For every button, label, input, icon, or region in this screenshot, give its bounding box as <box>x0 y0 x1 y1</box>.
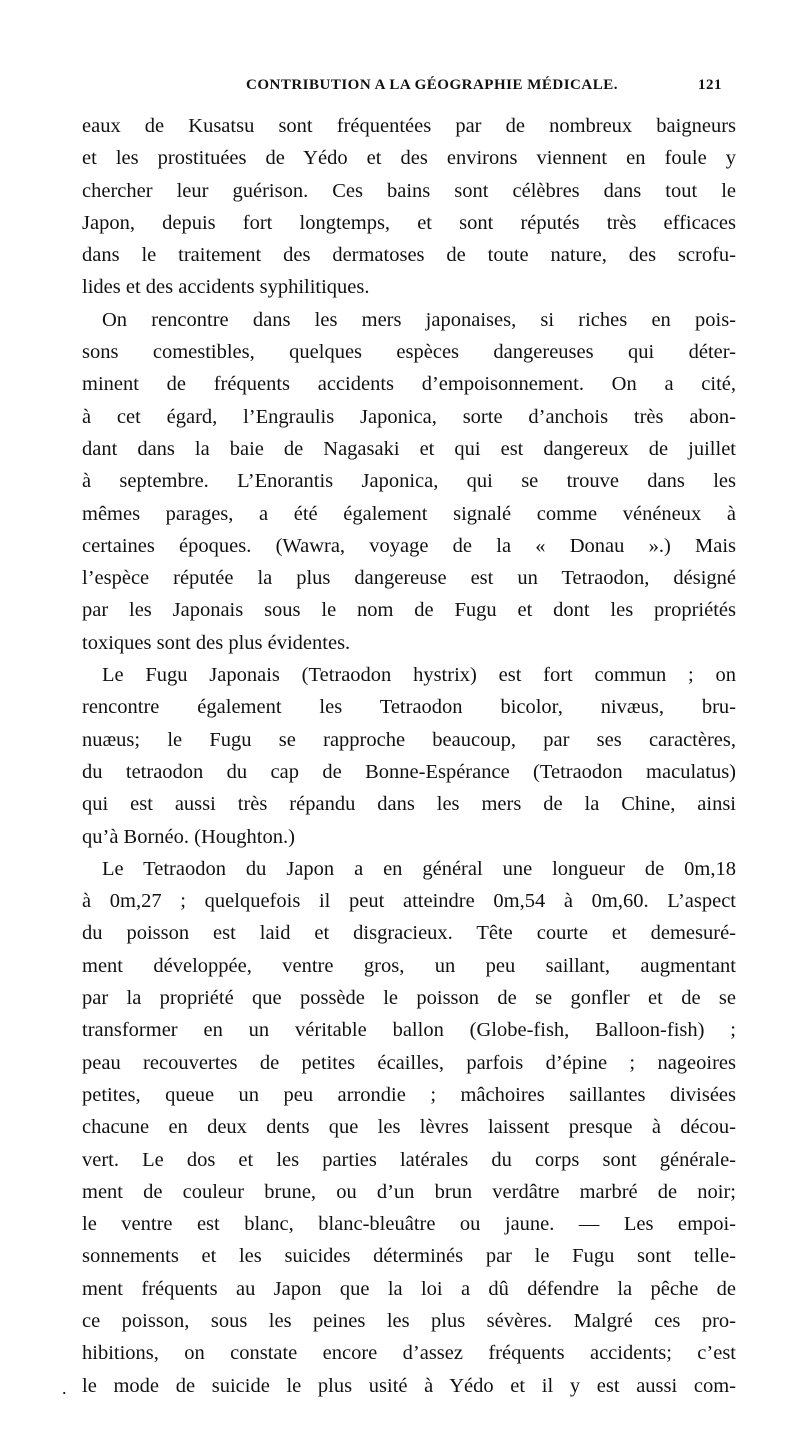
text-line: le ventre est blanc, blanc-bleuâtre ou jaune. — Les empoi- <box>82 1213 736 1236</box>
text-line: sons comestibles, quelques espèces dangereuses qui déter- <box>82 341 736 364</box>
text-line: transformer en un véritable ballon (Globe-fish, Balloon-fish) ; <box>82 1019 736 1042</box>
text-line: du poisson est laid et disgracieux. Tête courte et demesuré- <box>82 922 736 945</box>
page-number: 121 <box>698 76 722 93</box>
text-line: nuæus; le Fugu se rapproche beaucoup, par ses caractères, <box>82 728 736 751</box>
text-line: ce poisson, sous les peines les plus sévères. Malgré ces pro- <box>82 1309 736 1332</box>
text-line: par la propriété que possède le poisson de se gonfler et de se <box>82 987 736 1010</box>
text-line: qui est aussi très répandu dans les mers de la Chine, ainsi <box>82 793 736 816</box>
text-line: dans le traitement des dermatoses de toute nature, des scrofu- <box>82 244 736 267</box>
text-line: ment fréquents au Japon que la loi a dû défendre la pêche de <box>82 1277 736 1300</box>
text-line: ment développée, ventre gros, un peu saillant, augmentant <box>82 954 736 977</box>
text-line: rencontre également les Tetraodon bicolor, nivæus, bru- <box>82 696 736 719</box>
text-line: du tetraodon du cap de Bonne-Espérance (Tetraodon maculatus) <box>82 760 736 783</box>
text-line: l’espèce réputée la plus dangereuse est un Tetraodon, désigné <box>82 567 736 590</box>
text-line: dant dans la baie de Nagasaki et qui est dangereux de juillet <box>82 437 736 460</box>
text-line: hibitions, on constate encore d’assez fréquents accidents; c’est <box>82 1342 736 1365</box>
text-line: qu’à Bornéo. (Houghton.) <box>82 825 295 848</box>
text-line: toxiques sont des plus évidentes. <box>82 631 351 654</box>
text-line: à cet égard, l’Engraulis Japonica, sorte d’anchois très abon- <box>82 405 736 428</box>
text-line: petites, queue un peu arrondie ; mâchoires saillantes divisées <box>82 1083 736 1106</box>
text-line: vert. Le dos et les parties latérales du corps sont générale- <box>82 1148 736 1171</box>
text-line: mêmes parages, a été également signalé comme vénéneux à <box>82 502 736 525</box>
running-title: CONTRIBUTION A LA GÉOGRAPHIE MÉDICALE. <box>246 76 618 93</box>
text-line: On rencontre dans les mers japonaises, si riches en pois- <box>102 308 736 331</box>
text-line: Japon, depuis fort longtemps, et sont réputés très efficaces <box>82 211 736 234</box>
running-header <box>82 70 722 100</box>
text-line: lides et des accidents syphilitiques. <box>82 276 370 299</box>
text-line: à 0m,27 ; quelquefois il peut atteindre 0m,54 à 0m,60. L’aspect <box>82 890 736 913</box>
text-line: ment de couleur brune, ou d’un brun verdâtre marbré de noir; <box>82 1180 736 1203</box>
text-line: chacune en deux dents que les lèvres laissent presque à décou- <box>82 1116 736 1139</box>
text-line: le mode de suicide le plus usité à Yédo et il y est aussi com- <box>82 1374 736 1397</box>
text-line: et les prostituées de Yédo et des environs viennent en foule y <box>82 147 736 170</box>
text-line: minent de fréquents accidents d’empoisonnement. On a cité, <box>82 373 736 396</box>
text-line: sonnements et les suicides déterminés par le Fugu sont telle- <box>82 1245 736 1268</box>
text-line: par les Japonais sous le nom de Fugu et dont les propriétés <box>82 599 736 622</box>
text-line: peau recouvertes de petites écailles, parfois d’épine ; nageoires <box>82 1051 736 1074</box>
text-line: Le Tetraodon du Japon a en général une longueur de 0m,18 <box>102 857 736 880</box>
text-line: à septembre. L’Enorantis Japonica, qui se trouve dans les <box>82 470 736 493</box>
body-text <box>82 110 736 1402</box>
margin-mark: . <box>62 1378 67 1398</box>
text-line: Le Fugu Japonais (Tetraodon hystrix) est fort commun ; on <box>102 664 736 687</box>
text-line: chercher leur guérison. Ces bains sont célèbres dans tout le <box>82 179 736 202</box>
text-line: eaux de Kusatsu sont fréquentées par de nombreux baigneurs <box>82 115 736 137</box>
text-line: certaines époques. (Wawra, voyage de la « Donau ».) Mais <box>82 534 736 557</box>
